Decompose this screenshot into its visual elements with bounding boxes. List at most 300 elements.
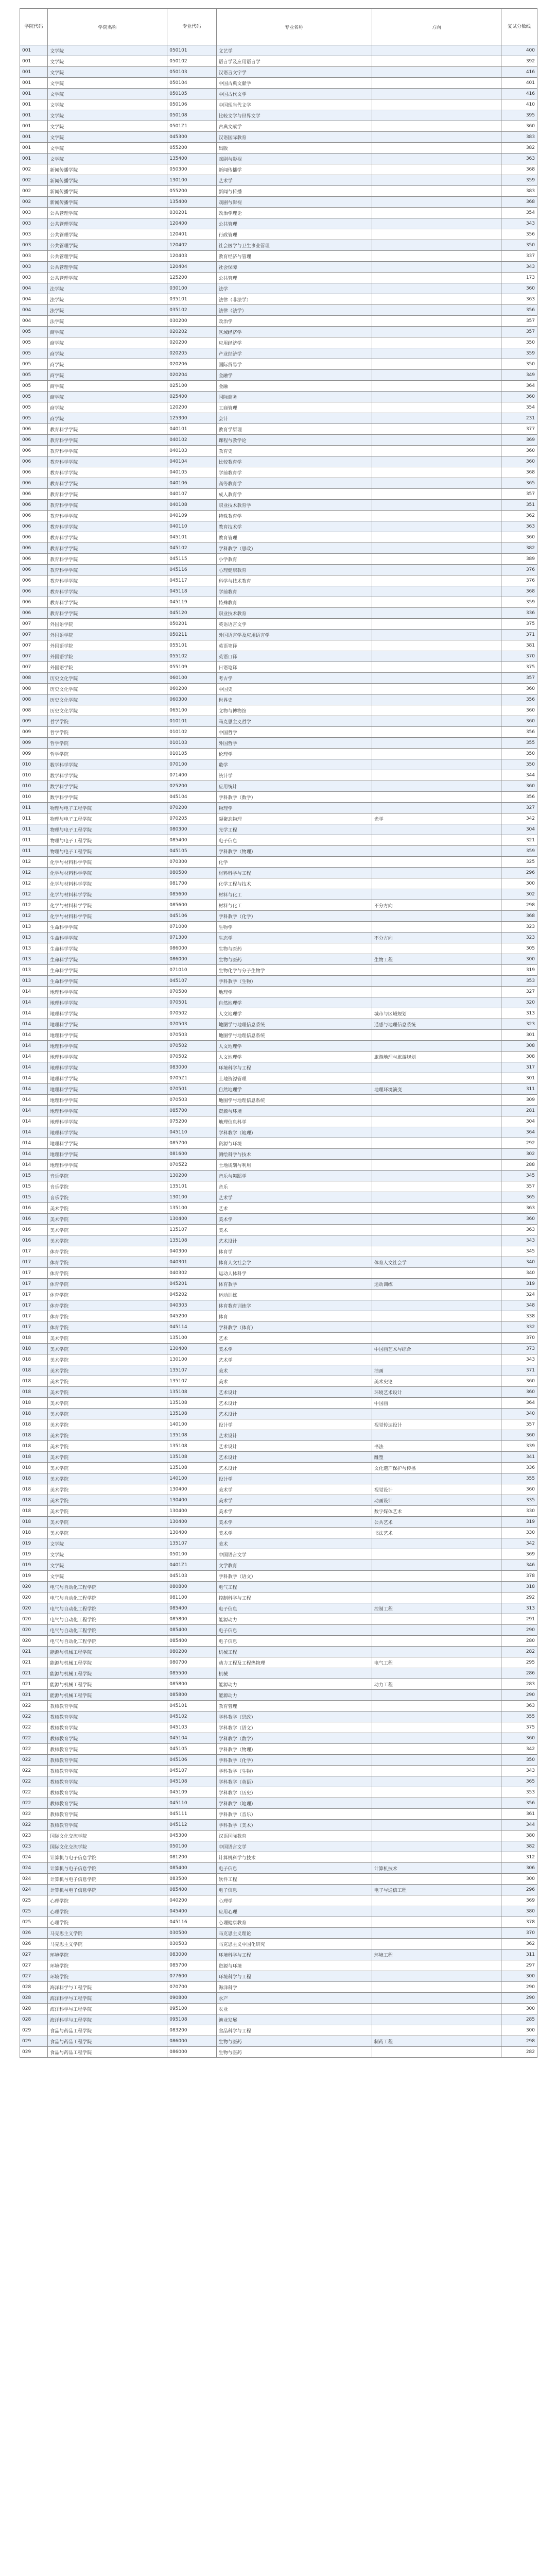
table-row (20, 1441, 537, 1452)
major-name-cell: 材料科学与工程 (216, 868, 372, 878)
table-row (20, 1073, 537, 1084)
table-row (20, 1311, 537, 1322)
major-code-cell: 085700 (167, 1960, 216, 1971)
direction-cell (372, 792, 501, 803)
major-name-cell: 文物与博物馆 (216, 705, 372, 716)
major-name-cell: 学科教学（物理） (216, 846, 372, 857)
major-name-cell: 国际商务 (216, 392, 372, 402)
direction-cell (372, 67, 501, 78)
table-row (20, 1982, 537, 1993)
retest-score-cell: 290 (501, 1625, 537, 1636)
major-name-cell: 物理学 (216, 803, 372, 814)
major-code-cell: 045202 (167, 1290, 216, 1300)
major-name-cell: 电子信息 (216, 1636, 372, 1647)
college-name-cell: 食品与药品工程学院 (48, 2025, 167, 2036)
retest-score-cell: 356 (501, 305, 537, 316)
college-code-cell: 014 (20, 1095, 48, 1106)
college-code-cell: 020 (20, 1636, 48, 1647)
retest-score-cell: 308 (501, 1052, 537, 1062)
major-code-cell: 070200 (167, 803, 216, 814)
college-code-cell: 006 (20, 597, 48, 608)
major-code-cell: 120200 (167, 402, 216, 413)
direction-cell: 书法 (372, 1441, 501, 1452)
direction-cell (372, 1982, 501, 1993)
college-code-cell: 022 (20, 1722, 48, 1733)
college-name-cell: 外国语学院 (48, 630, 167, 640)
direction-cell (372, 251, 501, 262)
major-name-cell: 凝聚态物理 (216, 814, 372, 824)
retest-score-cell: 362 (501, 1939, 537, 1950)
college-name-cell: 教师教育学院 (48, 1798, 167, 1809)
header-retest-score: 复试分数线 (501, 9, 537, 45)
college-name-cell: 生命科学学院 (48, 954, 167, 965)
table-row (20, 1679, 537, 1690)
college-name-cell: 公共管理学院 (48, 229, 167, 240)
major-code-cell: 050100 (167, 1841, 216, 1852)
major-code-cell: 070503 (167, 1019, 216, 1030)
major-code-cell: 120400 (167, 218, 216, 229)
college-code-cell: 007 (20, 630, 48, 640)
college-code-cell: 018 (20, 1441, 48, 1452)
college-name-cell: 计算机与电子信息学院 (48, 1874, 167, 1885)
table-row (20, 1419, 537, 1430)
college-name-cell: 地理科学学院 (48, 1095, 167, 1106)
direction-cell (372, 1116, 501, 1127)
college-name-cell: 体育学院 (48, 1268, 167, 1279)
college-code-cell: 009 (20, 716, 48, 727)
major-name-cell: 政治学理论 (216, 208, 372, 218)
college-code-cell: 005 (20, 327, 48, 337)
college-code-cell: 006 (20, 424, 48, 435)
college-name-cell: 物理与电子工程学院 (48, 814, 167, 824)
direction-cell (372, 1722, 501, 1733)
retest-score-cell: 292 (501, 1138, 537, 1149)
college-name-cell: 教育科学学院 (48, 467, 167, 478)
direction-cell: 动力工程 (372, 1679, 501, 1690)
retest-score-cell: 298 (501, 2036, 537, 2047)
college-code-cell: 026 (20, 1939, 48, 1950)
college-code-cell: 014 (20, 1138, 48, 1149)
table-body (20, 45, 537, 2058)
college-name-cell: 文学院 (48, 1549, 167, 1560)
table-row (20, 1279, 537, 1290)
major-code-cell: 085400 (167, 1625, 216, 1636)
college-code-cell: 029 (20, 2047, 48, 2058)
major-name-cell: 地图学与地理信息系统 (216, 1030, 372, 1041)
retest-score-cell: 357 (501, 673, 537, 684)
college-code-cell: 002 (20, 197, 48, 208)
retest-score-cell: 286 (501, 1668, 537, 1679)
table-row (20, 1885, 537, 1895)
direction-cell (372, 1409, 501, 1419)
direction-cell (372, 1820, 501, 1831)
college-code-cell: 020 (20, 1625, 48, 1636)
college-name-cell: 公共管理学院 (48, 240, 167, 251)
college-code-cell: 002 (20, 175, 48, 186)
table-row (20, 922, 537, 933)
major-code-cell: 050102 (167, 56, 216, 67)
college-code-cell: 001 (20, 154, 48, 164)
direction-cell (372, 1787, 501, 1798)
college-name-cell: 生命科学学院 (48, 922, 167, 933)
major-name-cell: 中国哲学 (216, 727, 372, 738)
college-name-cell: 地理科学学院 (48, 1030, 167, 1041)
college-name-cell: 美术学院 (48, 1430, 167, 1441)
major-code-cell: 010102 (167, 727, 216, 738)
retest-score-cell: 330 (501, 1506, 537, 1517)
major-code-cell: 045104 (167, 792, 216, 803)
college-name-cell: 教育科学学院 (48, 586, 167, 597)
college-code-cell: 004 (20, 305, 48, 316)
major-name-cell: 能源动力 (216, 1690, 372, 1701)
college-code-cell: 022 (20, 1701, 48, 1711)
direction-cell (372, 770, 501, 781)
table-row (20, 1106, 537, 1116)
college-code-cell: 018 (20, 1419, 48, 1430)
major-code-cell: 040300 (167, 1246, 216, 1257)
table-row (20, 1116, 537, 1127)
major-name-cell: 小学教育 (216, 554, 372, 565)
college-name-cell: 公共管理学院 (48, 208, 167, 218)
college-name-cell: 教育科学学院 (48, 446, 167, 456)
direction-cell (372, 240, 501, 251)
table-row (20, 814, 537, 824)
major-code-cell: 070501 (167, 997, 216, 1008)
college-code-cell: 024 (20, 1885, 48, 1895)
major-name-cell: 生物与医药 (216, 2047, 372, 2058)
direction-cell (372, 1127, 501, 1138)
table-row (20, 316, 537, 327)
college-code-cell: 020 (20, 1614, 48, 1625)
college-name-cell: 化学与材料科学学院 (48, 857, 167, 868)
college-name-cell: 美术学院 (48, 1517, 167, 1528)
college-name-cell: 商学院 (48, 413, 167, 424)
major-code-cell: 130400 (167, 1506, 216, 1517)
table-row (20, 857, 537, 868)
major-code-cell: 085400 (167, 1603, 216, 1614)
major-name-cell: 工商管理 (216, 402, 372, 413)
college-name-cell: 教育科学学院 (48, 565, 167, 575)
direction-cell (372, 1268, 501, 1279)
major-code-cell: 050108 (167, 110, 216, 121)
table-row (20, 348, 537, 359)
direction-cell (372, 1647, 501, 1657)
college-code-cell: 010 (20, 792, 48, 803)
college-name-cell: 哲学学院 (48, 716, 167, 727)
college-name-cell: 体育学院 (48, 1246, 167, 1257)
table-row (20, 1928, 537, 1939)
direction-cell (372, 1690, 501, 1701)
direction-cell (372, 327, 501, 337)
major-code-cell: 010101 (167, 716, 216, 727)
college-name-cell: 生命科学学院 (48, 943, 167, 954)
college-code-cell: 010 (20, 759, 48, 770)
direction-cell (372, 857, 501, 868)
major-code-cell: 045108 (167, 1776, 216, 1787)
retest-score-cell: 357 (501, 327, 537, 337)
college-name-cell: 国际文化交流学院 (48, 1841, 167, 1852)
major-name-cell: 材料与化工 (216, 889, 372, 900)
direction-cell: 动画设计 (372, 1495, 501, 1506)
table-row (20, 78, 537, 89)
major-code-cell: 040104 (167, 456, 216, 467)
major-code-cell: 020204 (167, 370, 216, 381)
retest-score-cell: 370 (501, 1928, 537, 1939)
retest-score-cell: 359 (501, 175, 537, 186)
table-row (20, 824, 537, 835)
major-code-cell: 070503 (167, 1095, 216, 1106)
table-row (20, 1571, 537, 1582)
major-name-cell: 艺术 (216, 1203, 372, 1214)
table-row (20, 262, 537, 273)
college-code-cell: 029 (20, 2036, 48, 2047)
direction-cell (372, 283, 501, 294)
retest-score-cell: 319 (501, 1517, 537, 1528)
college-code-cell: 005 (20, 359, 48, 370)
college-code-cell: 024 (20, 1852, 48, 1863)
college-code-cell: 011 (20, 803, 48, 814)
direction-cell: 中国画 (372, 1398, 501, 1409)
college-code-cell: 008 (20, 705, 48, 716)
major-code-cell: 050300 (167, 164, 216, 175)
major-code-cell: 070100 (167, 759, 216, 770)
major-name-cell: 公共管理 (216, 218, 372, 229)
retest-score-cell: 360 (501, 532, 537, 543)
college-name-cell: 教育科学学院 (48, 500, 167, 511)
retest-score-cell: 288 (501, 1160, 537, 1171)
major-code-cell: 050100 (167, 1549, 216, 1560)
major-name-cell: 中国现当代文学 (216, 99, 372, 110)
major-code-cell: 040108 (167, 500, 216, 511)
college-name-cell: 数学科学学院 (48, 781, 167, 792)
college-name-cell: 法学院 (48, 305, 167, 316)
table-row (20, 792, 537, 803)
major-code-cell: 055200 (167, 186, 216, 197)
table-row (20, 1246, 537, 1257)
table-row (20, 1495, 537, 1506)
table-row (20, 435, 537, 446)
retest-score-cell: 300 (501, 1874, 537, 1885)
college-name-cell: 美术学院 (48, 1463, 167, 1473)
college-name-cell: 美术学院 (48, 1203, 167, 1214)
college-code-cell: 029 (20, 2025, 48, 2036)
major-name-cell: 课程与教学论 (216, 435, 372, 446)
direction-cell (372, 1311, 501, 1322)
major-code-cell: 085700 (167, 1138, 216, 1149)
direction-cell (372, 1960, 501, 1971)
table-row (20, 110, 537, 121)
direction-cell (372, 1636, 501, 1647)
table-row (20, 197, 537, 208)
college-name-cell: 美术学院 (48, 1409, 167, 1419)
table-row (20, 1776, 537, 1787)
major-name-cell: 水产 (216, 1993, 372, 2004)
direction-cell (372, 424, 501, 435)
major-code-cell: 071400 (167, 770, 216, 781)
major-name-cell: 控制科学与工程 (216, 1592, 372, 1603)
major-code-cell: 060100 (167, 673, 216, 684)
retest-score-cell: 300 (501, 1971, 537, 1982)
major-code-cell: 135108 (167, 1387, 216, 1398)
major-code-cell: 081600 (167, 1149, 216, 1160)
major-name-cell: 特殊教育 (216, 597, 372, 608)
table-row (20, 1560, 537, 1571)
major-code-cell: 135101 (167, 1181, 216, 1192)
major-code-cell: 045106 (167, 911, 216, 922)
direction-cell: 光学 (372, 814, 501, 824)
college-code-cell: 002 (20, 186, 48, 197)
major-code-cell: 060300 (167, 694, 216, 705)
retest-score-cell: 360 (501, 392, 537, 402)
college-code-cell: 022 (20, 1776, 48, 1787)
major-name-cell: 汉语国际教育 (216, 1831, 372, 1841)
retest-score-cell: 383 (501, 132, 537, 143)
college-name-cell: 商学院 (48, 359, 167, 370)
major-code-cell: 050105 (167, 89, 216, 99)
college-code-cell: 018 (20, 1398, 48, 1409)
major-name-cell: 教育史 (216, 446, 372, 456)
retest-score-cell: 281 (501, 1106, 537, 1116)
major-name-cell: 机械工程 (216, 1647, 372, 1657)
college-name-cell: 体育学院 (48, 1300, 167, 1311)
table-row (20, 2004, 537, 2014)
college-code-cell: 018 (20, 1463, 48, 1473)
major-name-cell: 中国语言文学 (216, 1549, 372, 1560)
major-name-cell: 应用经济学 (216, 337, 372, 348)
retest-score-cell: 356 (501, 1798, 537, 1809)
retest-score-cell: 395 (501, 110, 537, 121)
college-code-cell: 006 (20, 554, 48, 565)
retest-score-cell: 361 (501, 1809, 537, 1820)
table-row (20, 175, 537, 186)
major-code-cell: 135400 (167, 197, 216, 208)
major-code-cell: 040302 (167, 1268, 216, 1279)
major-name-cell: 电气工程 (216, 1582, 372, 1592)
direction-cell (372, 1614, 501, 1625)
major-name-cell: 软件工程 (216, 1874, 372, 1885)
major-code-cell: 030100 (167, 283, 216, 294)
retest-score-cell: 383 (501, 186, 537, 197)
direction-cell (372, 1322, 501, 1333)
college-name-cell: 美术学院 (48, 1214, 167, 1225)
college-name-cell: 美术学院 (48, 1473, 167, 1484)
college-code-cell: 014 (20, 1127, 48, 1138)
college-code-cell: 014 (20, 1041, 48, 1052)
major-code-cell: 040303 (167, 1300, 216, 1311)
table-row (20, 521, 537, 532)
retest-score-cell: 350 (501, 359, 537, 370)
table-row (20, 1592, 537, 1603)
retest-score-cell: 327 (501, 987, 537, 997)
college-code-cell: 001 (20, 121, 48, 132)
major-code-cell: 040110 (167, 521, 216, 532)
major-code-cell: 045107 (167, 1766, 216, 1776)
major-code-cell: 085400 (167, 1863, 216, 1874)
direction-cell (372, 684, 501, 694)
college-name-cell: 教育科学学院 (48, 597, 167, 608)
college-code-cell: 018 (20, 1506, 48, 1517)
major-name-cell: 产业经济学 (216, 348, 372, 359)
retest-score-cell: 349 (501, 370, 537, 381)
college-code-cell: 022 (20, 1744, 48, 1755)
major-code-cell: 0501Z1 (167, 121, 216, 132)
major-code-cell: 135400 (167, 154, 216, 164)
table-row (20, 413, 537, 424)
direction-cell (372, 1733, 501, 1744)
retest-score-cell: 392 (501, 56, 537, 67)
major-code-cell: 045119 (167, 597, 216, 608)
retest-score-cell: 319 (501, 965, 537, 976)
college-name-cell: 商学院 (48, 402, 167, 413)
retest-score-cell: 410 (501, 99, 537, 110)
retest-score-cell: 382 (501, 143, 537, 154)
college-name-cell: 计算机与电子信息学院 (48, 1852, 167, 1863)
college-code-cell: 021 (20, 1690, 48, 1701)
retest-score-cell: 369 (501, 435, 537, 446)
direction-cell (372, 262, 501, 273)
direction-cell (372, 1571, 501, 1582)
table-row (20, 2047, 537, 2058)
college-code-cell: 012 (20, 868, 48, 878)
retest-score-cell: 350 (501, 337, 537, 348)
direction-cell (372, 1192, 501, 1203)
table-row (20, 1149, 537, 1160)
college-code-cell: 022 (20, 1733, 48, 1744)
direction-cell (372, 467, 501, 478)
college-code-cell: 010 (20, 770, 48, 781)
major-name-cell: 学科教学（语文） (216, 1571, 372, 1582)
major-code-cell: 135108 (167, 1441, 216, 1452)
college-name-cell: 海洋科学与工程学院 (48, 1982, 167, 1993)
retest-score-cell: 360 (501, 456, 537, 467)
college-code-cell: 006 (20, 511, 48, 521)
retest-score-cell: 363 (501, 1225, 537, 1235)
college-name-cell: 环境学院 (48, 1960, 167, 1971)
retest-score-cell: 295 (501, 1657, 537, 1668)
retest-score-cell: 355 (501, 1473, 537, 1484)
table-row (20, 208, 537, 218)
college-name-cell: 教师教育学院 (48, 1820, 167, 1831)
major-code-cell: 045106 (167, 1755, 216, 1766)
retest-score-cell: 360 (501, 1376, 537, 1387)
direction-cell (372, 694, 501, 705)
major-name-cell: 艺术 (216, 1333, 372, 1344)
major-code-cell: 071000 (167, 922, 216, 933)
retest-score-cell: 348 (501, 1300, 537, 1311)
major-name-cell: 艺术学 (216, 1354, 372, 1365)
major-code-cell: 040101 (167, 424, 216, 435)
retest-score-cell: 357 (501, 316, 537, 327)
direction-cell (372, 1160, 501, 1171)
retest-score-cell: 360 (501, 1214, 537, 1225)
major-name-cell: 学前教育学 (216, 467, 372, 478)
college-code-cell: 004 (20, 294, 48, 305)
major-code-cell: 070502 (167, 1052, 216, 1062)
college-code-cell: 022 (20, 1820, 48, 1831)
major-code-cell: 095108 (167, 2014, 216, 2025)
major-code-cell: 135108 (167, 1452, 216, 1463)
table-row (20, 1171, 537, 1181)
retest-score-cell: 363 (501, 1203, 537, 1214)
major-name-cell: 电子信息 (216, 1625, 372, 1636)
college-name-cell: 化学与材料科学学院 (48, 900, 167, 911)
college-name-cell: 地理科学学院 (48, 1073, 167, 1084)
major-name-cell: 体育教学 (216, 1279, 372, 1290)
table-row (20, 1333, 537, 1344)
major-name-cell: 学科教学（美术） (216, 1820, 372, 1831)
direction-cell (372, 511, 501, 521)
table-row (20, 1008, 537, 1019)
